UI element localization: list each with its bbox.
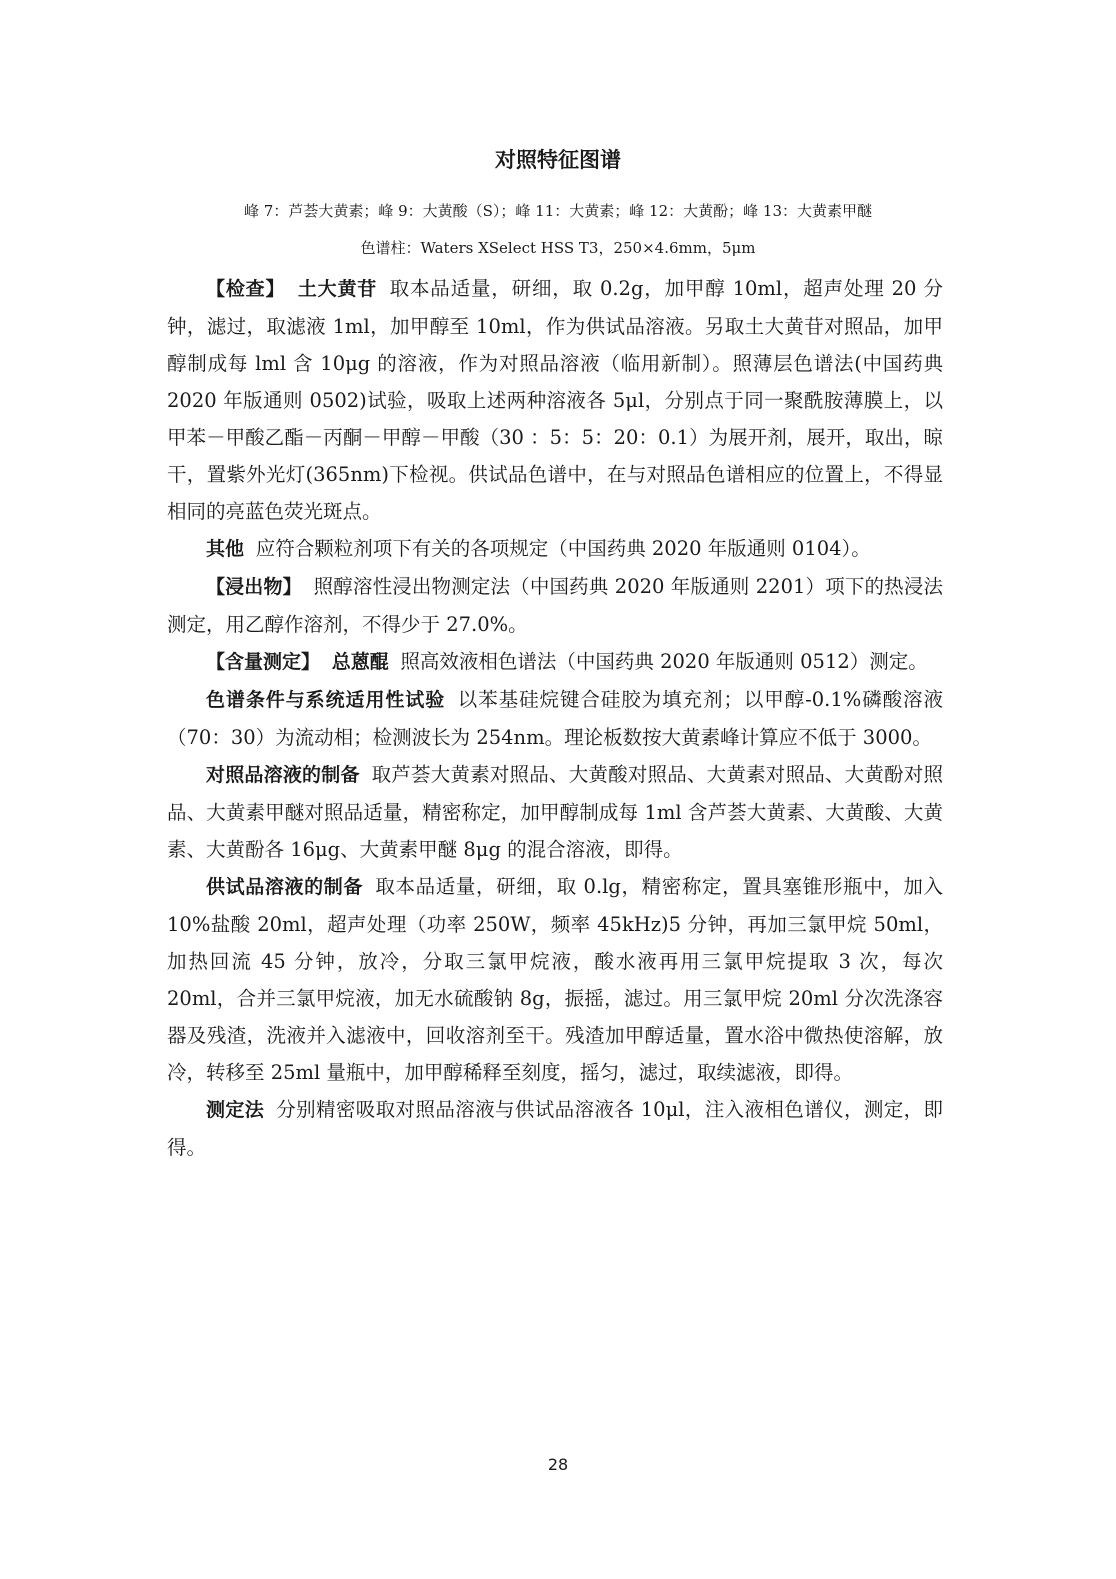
paragraph-check bbox=[167, 270, 943, 530]
page-number: 28 bbox=[547, 1455, 569, 1474]
sample-prep-label: 供试品溶液的制备 bbox=[206, 876, 364, 898]
check-text: 取本品适量，研细，取 0.2g，加甲醇 10ml，超声处理 20 分钟，滤过，取滤液 1ml，加甲醇至 10ml，作为供试品溶液。另取土大黄苷对照品，加甲醇制成每 lml 含 10μg 的溶液，作为对照品溶液（临用新制）。照薄层色谱法(中国药典 2020 年版通则 0502)试验，吸取上述两种溶液各 5μl，分别点于同一聚酰胺薄膜上，以甲苯－甲酸乙酯－丙酮－甲醇－甲酸（30 ：5：5：20：0.1）为展开剂，展开，取出，晾干，置紫外光灯(365nm)下检视。供试品色谱中，在与对照品色谱相应的位置上，不得显相同的亮蓝色荧光斑点。 bbox=[167, 277, 943, 523]
extract-text: 照醇溶性浸出物测定法（中国药典 2020 年版通则 2201）项下的热浸法测定，用乙醇作溶剂，不得少于 27.0%。 bbox=[167, 575, 943, 636]
method-text: 分别精密吸取对照品溶液与供试品溶液各 10μl，注入液相色谱仪，测定，即得。 bbox=[167, 1098, 943, 1159]
conditions-label: 色谱条件与系统适用性试验 bbox=[206, 689, 446, 711]
paragraph-reference-prep bbox=[167, 756, 943, 868]
paragraph-extract bbox=[167, 568, 943, 643]
other-label: 其他 bbox=[206, 538, 245, 560]
method-label: 测定法 bbox=[206, 1099, 265, 1121]
assay-label: 【含量测定】 bbox=[206, 651, 321, 673]
document-body bbox=[167, 270, 943, 1166]
paragraph-method bbox=[167, 1091, 943, 1166]
paragraph-conditions bbox=[167, 681, 943, 756]
paragraph-sample-prep bbox=[167, 868, 943, 1091]
conditions-text: 以苯基硅烷键合硅胶为填充剂；以甲醇-0.1%磷酸溶液（70：30）为流动相；检测波长为 254nm。理论板数按大黄素峰计算应不低于 3000。 bbox=[167, 688, 943, 749]
paragraph-assay bbox=[167, 643, 943, 681]
chromatogram-peaks-caption: 峰 7：芦荟大黄素；峰 9：大黄酸（S）；峰 11：大黄素；峰 12：大黄酚；峰 13：大黄素甲醚 bbox=[244, 202, 872, 220]
assay-term: 总蒽醌 bbox=[331, 651, 389, 673]
paragraph-other bbox=[167, 530, 943, 568]
extract-label: 【浸出物】 bbox=[206, 576, 302, 598]
reference-prep-label: 对照品溶液的制备 bbox=[206, 764, 360, 786]
check-label: 【检查】 bbox=[206, 278, 286, 300]
section-heading: 对照特征图谱 bbox=[495, 148, 621, 172]
chromatogram-column-caption: 色谱柱：Waters XSelect HSS T3，250×4.6mm，5μm bbox=[360, 239, 756, 257]
assay-text: 照高效液相色谱法（中国药典 2020 年版通则 0512）测定。 bbox=[400, 650, 928, 673]
reference-prep-text: 取芦荟大黄素对照品、大黄酸对照品、大黄素对照品、大黄酚对照品、大黄素甲醚对照品适量，精密称定，加甲醇制成每 1ml 含芦荟大黄素、大黄酸、大黄素、大黄酚各 16μg、大黄素甲醚 8μg 的混合溶液，即得。 bbox=[167, 763, 943, 861]
other-text: 应符合颗粒剂项下有关的各项规定（中国药典 2020 年版通则 0104）。 bbox=[255, 537, 871, 560]
sample-prep-text: 取本品适量，研细，取 0.lg，精密称定，置具塞锥形瓶中，加入 10%盐酸 20ml，超声处理（功率 250W，频率 45kHz)5 分钟，再加三氯甲烷 50ml，加热回流 45 分钟，放冷，分取三氯甲烷液，酸水液再用三氯甲烷提取 3 次，每次 20ml，合并三氯甲烷液，加无水硫酸钠 8g，振摇，滤过。用三氯甲烷 20ml 分次洗涤容器及残渣，洗液并入滤液中，回收溶剂至干。残渣加甲醇适量，置水浴中微热使溶解，放冷，转移至 25ml 量瓶中，加甲醇稀释至刻度，摇匀，滤过，取续滤液，即得。 bbox=[167, 875, 943, 1084]
check-term: 土大黄苷 bbox=[297, 278, 378, 300]
